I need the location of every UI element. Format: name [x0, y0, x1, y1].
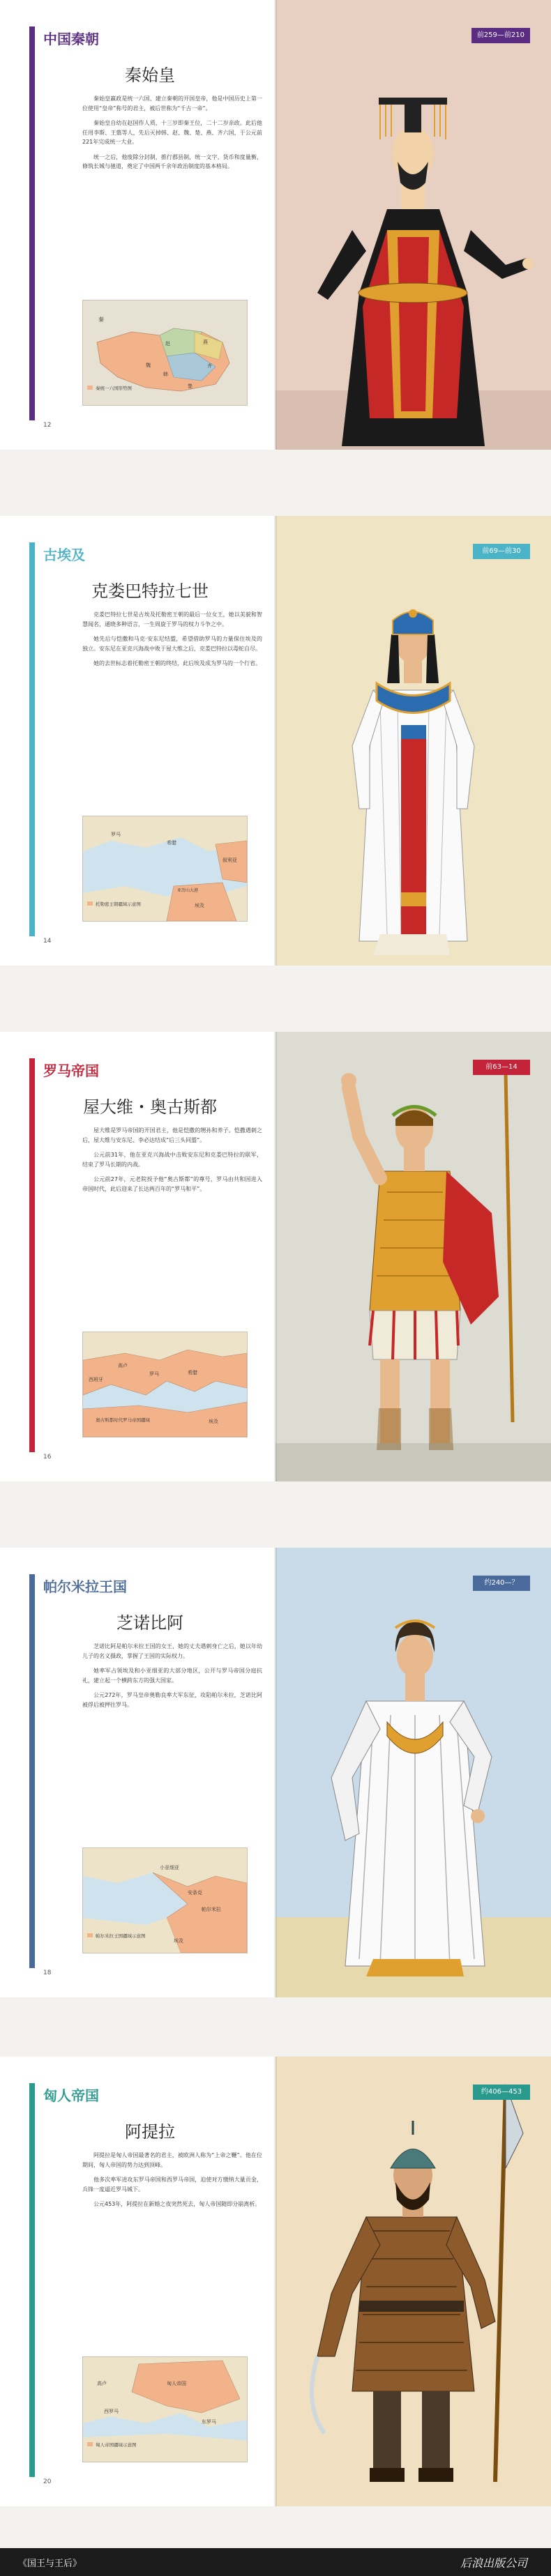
spread-cleopatra [0, 516, 551, 966]
biography-text [82, 1126, 262, 1199]
map-label: 帕尔米拉 [202, 1907, 221, 1912]
biography-paragraph: 秦始皇嬴政是统一六国、建立秦朝的开国皇帝，他是中国历史上第一位使用“皇帝”称号的君主，被后世称为“千古一帝”。 [82, 96, 262, 112]
biography-text [82, 94, 262, 177]
map-label: 齐 [207, 363, 212, 369]
spread-gap [0, 450, 551, 516]
page-number: 14 [43, 938, 52, 945]
spread-augustus [0, 1032, 551, 1481]
map-label: 亚历山大港 [177, 888, 199, 893]
biography-paragraph: 他多次率军进攻东罗马帝国和西罗马帝国，迫使对方缴纳大量贡金，兵锋一度逼近罗马城下。 [82, 2177, 262, 2193]
text-page [0, 1032, 276, 1481]
book-spine-shadow [274, 0, 277, 450]
map-label: 叙利亚 [222, 858, 237, 863]
page-number: 16 [43, 1454, 52, 1461]
territory-map [82, 1332, 248, 1438]
map-legend: 匈人帝国疆域示意图 [96, 2442, 137, 2448]
biography-paragraph: 公元前31年，他在亚克兴海战中击败安东尼和克娄巴特拉的联军，结束了罗马长期的内战。 [82, 1152, 262, 1168]
biography-paragraph: 她先后与恺撒和马克·安东尼结盟，希望借助罗马的力量保住埃及的独立。安东尼在亚克兴海战中败于屋大维之后，克娄巴特拉以毒蛇自尽。 [82, 636, 262, 652]
chapter-accent-bar [29, 1058, 35, 1452]
map-label: 罗马 [149, 1371, 159, 1377]
biography-paragraph: 芝诺比阿是帕尔米拉王国的女王，她的丈夫遇刺身亡之后，她以年幼儿子的名义摄政，掌握了王国的实际权力。 [82, 1643, 262, 1659]
spread-zenobia [0, 1548, 551, 1997]
spread-gap [0, 1997, 551, 2064]
text-page [0, 0, 276, 450]
chapter-accent-bar [29, 2083, 35, 2477]
cleopatra-illustration [276, 516, 551, 966]
biography-paragraph: 阿提拉是匈人帝国最著名的君主，被欧洲人称为“上帝之鞭”。他在位期间，匈人帝国的势力达到顶峰。 [82, 2152, 262, 2168]
biography-paragraph: 公元272年，罗马皇帝奥勒良率大军东征，攻陷帕尔米拉，芝诺比阿被俘后被押往罗马。 [82, 1692, 262, 1708]
biography-paragraph: 秦始皇自幼在赵国作人质，十三岁即秦王位，二十二岁亲政。此后他任用李斯、王翦等人，先后灭掉韩、赵、魏、楚、燕、齐六国，于公元前221年完成统一大业。 [82, 120, 262, 145]
territory-map [82, 1847, 248, 1953]
biography-text [82, 610, 262, 674]
map-label: 埃及 [195, 903, 204, 908]
territory-map [82, 816, 248, 922]
map-label: 小亚细亚 [160, 1865, 179, 1870]
spread-gap [0, 966, 551, 1032]
illustration-page [276, 1548, 551, 1997]
attila-illustration [276, 2057, 551, 2506]
book-title: 《国王与王后》 [18, 2559, 82, 2569]
chapter-title: 匈人帝国 [43, 2087, 99, 2104]
chapter-accent-bar [29, 1574, 35, 1968]
map-label: 希腊 [167, 840, 176, 846]
illustration-page [276, 516, 551, 966]
illustration-page [276, 2057, 551, 2506]
biography-text [82, 1642, 262, 1715]
spread-gap [0, 1481, 551, 1548]
ruler-name: 克娄巴特拉七世 [91, 581, 209, 601]
page-number: 20 [43, 2478, 52, 2485]
map-label: 韩 [163, 372, 168, 377]
page-number: 12 [43, 422, 52, 429]
biography-paragraph: 她率军占领埃及和小亚细亚的大部分地区，公开与罗马帝国分庭抗礼，建立起一个横跨东方的强大国家。 [82, 1668, 262, 1684]
map-legend: 奥古斯都时代罗马帝国疆域 [96, 1417, 150, 1423]
qin-shi-huang-illustration [276, 0, 551, 450]
territory-map [82, 2356, 248, 2462]
book-spine-shadow [274, 2057, 277, 2506]
map-label: 魏 [146, 363, 151, 368]
biography-paragraph: 公元453年，阿提拉在新婚之夜突然死去，匈人帝国随即分崩离析。 [93, 2201, 261, 2207]
map-label: 埃及 [209, 1419, 218, 1424]
biography-paragraph: 公元前27年，元老院授予他“奥古斯都”的尊号，罗马由共和国进入帝国时代，此后迎来了长达两百年的“罗马和平”。 [82, 1176, 262, 1192]
footer-bar [0, 2548, 551, 2576]
biography-text [82, 2151, 262, 2215]
illustration-page [276, 0, 551, 450]
reign-dates-badge: 约240—？ [473, 1576, 530, 1591]
biography-paragraph: 屋大维是罗马帝国的开国君主，他是恺撒的甥孙和养子。恺撒遇刺之后，屋大维与安东尼、李必达结成“后三头同盟”。 [82, 1127, 262, 1143]
reign-dates-badge: 前63—14 [473, 1060, 530, 1075]
chapter-title: 罗马帝国 [43, 1062, 99, 1079]
reign-dates-badge: 前69—前30 [473, 544, 530, 559]
map-label: 赵 [165, 341, 170, 346]
map-label: 高卢 [118, 1363, 128, 1369]
text-page [0, 1548, 276, 1997]
map-label: 西班牙 [89, 1377, 103, 1382]
map-label: 埃及 [174, 1938, 183, 1944]
ruler-name: 芝诺比阿 [116, 1613, 183, 1633]
map-label: 罗马 [111, 832, 121, 837]
book-spine-shadow [274, 1548, 277, 1997]
map-label: 秦 [98, 317, 104, 323]
zenobia-illustration [276, 1548, 551, 1997]
map-label: 匈人帝国 [167, 2381, 186, 2386]
map-label: 西罗马 [104, 2409, 119, 2414]
illustration-page [276, 1032, 551, 1481]
map-label: 东罗马 [202, 2419, 216, 2425]
map-legend: 秦统一六国形势图 [96, 386, 132, 391]
text-page [0, 516, 276, 966]
map-label: 燕 [203, 340, 208, 345]
map-label: 希腊 [188, 1370, 197, 1375]
territory-map [82, 300, 248, 406]
ruler-name: 秦始皇 [125, 66, 175, 85]
spread-qin-shi-huang [0, 0, 551, 450]
text-page [0, 2057, 276, 2506]
chapter-accent-bar [29, 26, 35, 420]
reign-dates-badge: 前259—前210 [471, 28, 530, 43]
map-legend: 帕尔米拉王国疆域示意图 [96, 1933, 146, 1939]
ruler-name: 阿提拉 [125, 2122, 175, 2142]
reign-dates-badge: 约406—453 [473, 2085, 530, 2100]
augustus-illustration [276, 1032, 551, 1481]
chapter-title: 帕尔米拉王国 [43, 1578, 127, 1595]
map-label: 安条克 [188, 1890, 202, 1896]
spread-attila [0, 2057, 551, 2506]
biography-paragraph: 她的去世标志着托勒密王朝的终结，此后埃及成为罗马的一个行省。 [93, 660, 261, 666]
chapter-title: 中国秦朝 [43, 31, 99, 47]
book-spine-shadow [274, 1032, 277, 1481]
chapter-title: 古埃及 [43, 547, 85, 563]
biography-paragraph: 克娄巴特拉七世是古埃及托勒密王朝的最后一位女王，她以美貌和智慧闻名，通晓多种语言，一生周旋于罗马的权力斗争之中。 [82, 611, 262, 627]
map-label: 高卢 [97, 2381, 107, 2386]
chapter-accent-bar [29, 542, 35, 936]
publisher-name: 后浪出版公司 [460, 2556, 527, 2570]
page-number: 18 [43, 1969, 52, 1976]
ruler-name: 屋大维・奥古斯都 [83, 1097, 217, 1117]
biography-paragraph: 统一之后，他废除分封制，推行郡县制，统一文字、货币和度量衡，修筑长城与驰道，奠定了中国两千余年政治制度的基本格局。 [82, 153, 262, 169]
map-label: 楚 [188, 383, 193, 389]
book-spine-shadow [274, 516, 277, 966]
map-legend: 托勒密王朝疆域示意图 [96, 901, 141, 907]
